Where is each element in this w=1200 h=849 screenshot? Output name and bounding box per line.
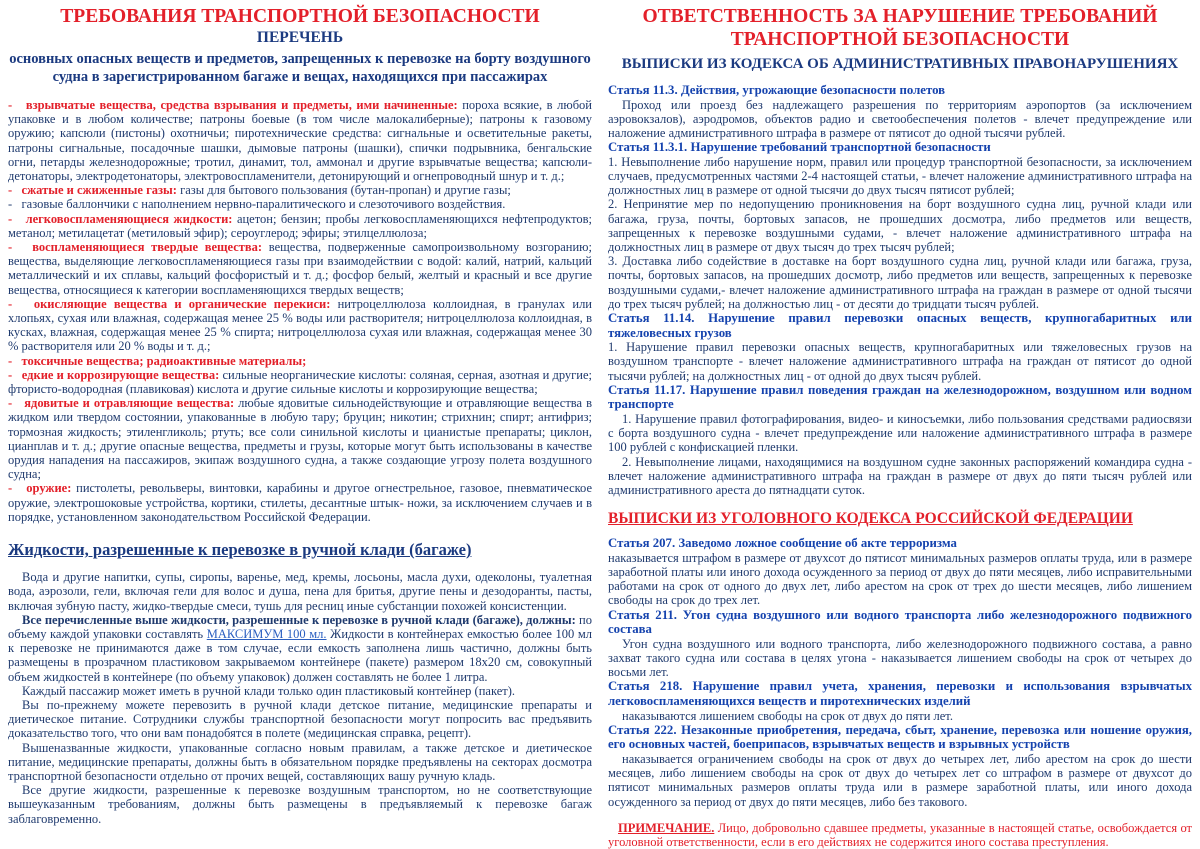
liquids-rule-rest: Жидкости в контейнерах емкостью более 100 мл к перевозке не принимаются даже в том случае, если емкость заполнена лишь частично, должны быть размещены в прозрачном пластиковом закрываемом контейнере (пакете) размером 18х20 см, совокупный объем жидкостей в контейнере (по объему упаковок) должен составлять не более 1 литра. [8, 626, 593, 684]
liquids-paragraph: Вышеназванные жидкости, упакованные согласно новым правилам, а также детское и диетическое питание, медицинские препараты, должны быть в обязательном порядке предъявлены на секторах досмотра транспортной безопасности отдельно от прочих вещей, составляющих вашу ручную кладь. [8, 740, 592, 783]
item-text: нитроцеллюлоза коллоидная, в гранулах или хлопьях, сухая или влажная, содержащая менее 25 % воды или растворителя; нитроцеллюлоза коллоидная, в кусках, влажная, содержащая менее 25 % спирта; нитроцеллюлоза сухая или влажная, содержащая менее 30 % растворителя или 20 % воды и т. д.; [8, 296, 592, 354]
item-lead: - оружие: [8, 481, 72, 496]
list-item [8, 197, 592, 211]
list-item [8, 481, 592, 524]
item-lead: - взрывчатые вещества, средства взрывания и предметы, ими начиненные: [8, 98, 458, 112]
note-text: Лицо, добровольно сдавшее предметы, указанные в настоящей статье, освобождается от уголовной ответственности, если в его действиях не содержится иного состава преступления. [608, 820, 1193, 849]
left-subtitle-perechen: ПЕРЕЧЕНЬ [256, 29, 344, 46]
item-text: пороха всякие, в любой упаковке и в любом количестве; патроны боевые (в том числе малокалиберные); патроны к газовому оружию; капсюли (пистоны) охотничьи; пиротехнические средства: сигнальные и осветительные ракеты, патроны сигнальные, посадочные шашки, дымовые патроны (шашки), спички подрывника, бенгальские огни, петарды железнодорожные; тротил, динамит, тол, аммонал и другие взрывчатые вещества; капсюли-детонаторы, электродетонаторы, электровоспламенители, детонирующий и огнепроводный шнур и т. д.; [8, 98, 592, 184]
right-column [608, 6, 1193, 849]
note-label: ПРИМЕЧАНИЕ. [618, 820, 715, 835]
right-title-line2: ТРАНСПОРТНОЙ БЕЗОПАСНОСТИ [730, 28, 1070, 50]
article-heading: Статья 11.17. Нарушение правил поведения граждан на железнодорожном, воздушном или водном транспорте [608, 382, 1192, 412]
item-lead: - легковоспламеняющиеся жидкости: [8, 211, 233, 226]
article-heading: Статья 207. Заведомо ложное сообщение об акте терроризма [608, 536, 957, 551]
article-paragraph: 2. Непринятие мер по недопущению проникновения на борт воздушного судна лиц, ручной клади или багажа, груза, почты, бортовых запасов, не прошедших досмотра, либо предметов или веществ, запрещенных к перевозке воздушными судами, - влечет наложение административного штрафа на должностных лиц в размере от двух тысяч до трех тысяч рублей; [608, 197, 1192, 255]
left-column [8, 6, 593, 826]
list-item [8, 240, 592, 297]
article-heading: Статья 218. Нарушение правил учета, хранения, перевозки и использования взрывчатых легковоспламеняющихся веществ и пиротехнических изделий [608, 679, 1192, 709]
list-item [8, 98, 592, 183]
right-title-line1: ОТВЕТСТВЕННОСТЬ ЗА НАРУШЕНИЕ ТРЕБОВАНИЙ [642, 6, 1158, 27]
article-paragraph: наказываются лишением свободы на срок от двух до пяти лет. [622, 708, 953, 723]
liquids-rule-mid: по объему каждой упаковки составлять [8, 612, 592, 641]
item-text: пистолеты, револьверы, винтовки, карабины и другое огнестрельное, газовое, пневматическое оружие, электрошоковые устройства, кортики, стилеты, десантные штык- ножи, за исключением случаев и в порядке, установленном законодательством Российской Федерации. [8, 481, 593, 524]
item-lead: - ядовитые и отравляющие вещества: [8, 396, 235, 411]
criminal-code-heading: ВЫПИСКИ ИЗ УГОЛОВНОГО КОДЕКСА РОССИЙСКОЙ ФЕДЕРАЦИИ [608, 510, 1133, 528]
criminal-articles [608, 536, 1192, 809]
liquids-paragraph: Вода и другие напитки, супы, сиропы, варенье, мед, кремы, лосьоны, масла духи, одеколоны, туалетная вода, аэрозоли, гели, включая гели для волос и душа, пена для бритья, другие пены и дезодоранты, пасты, включая зубную пасту, жидко-твердые смеси, тушь для ресниц иные субстанции похожей консистенции. [8, 570, 592, 613]
article-heading: Статья 11.3.1. Нарушение требований транспортной безопасности [608, 140, 991, 155]
liquids-paragraph: Все другие жидкости, разрешенные к перевозке воздушным транспортом, но не соответствующие вышеуказанным требованиям, должны быть размещены в предъявляемый к перевозке багаж заблаговременно. [8, 783, 592, 826]
article-paragraph: наказывается штрафом в размере от двухсот до пятисот минимальных размеров оплаты труда, или в размере заработной платы или иного дохода осужденного за период от двух до пяти месяцев, либо исправительными работами на срок от одного до двух лет, либо арестом на срок от трех до шести месяцев, либо лишением свободы на срок до трех лет. [608, 550, 1192, 608]
item-text: вещества, подверженные самопроизвольному возгоранию; вещества, выделяющие легковоспламеняющиеся газы при взаимодействии с водой: калий, натрий, кальций металлический и их сплавы, кальций фосфористый и т. д.; фосфор белый, желтый и красный и все другие вещества, относящиеся к категории воспламеняющихся твердых веществ; [8, 240, 592, 297]
item-lead: - едкие и коррозирующие вещества: [8, 367, 220, 382]
article-heading: Статья 222. Незаконные приобретения, передача, сбыт, хранение, перевозка или ношение оружия, его основных частей, боеприпасов, взрывчатых веществ и взрывных устройств [608, 722, 1192, 752]
article-heading: Статья 11.14. Нарушение правил перевозки опасных веществ, крупногабаритных или тяжеловесных грузов [608, 311, 1192, 340]
admin-articles [608, 83, 1192, 497]
item-lead: - воспламеняющиеся твердые вещества: [8, 240, 263, 255]
liquids-rule-bold: Все перечисленные выше жидкости, разрешенные к перевозке в ручной клади (багаже), должны: [22, 612, 576, 627]
liquids-section [8, 570, 592, 826]
list-item [8, 183, 592, 197]
list-item [8, 396, 592, 481]
item-text: ацетон; бензин; пробы легковоспламеняющихся нефтепродуктов; метанол; метилацетат (метиловый эфир); сероуглерод; эфиры; этилцеллюлоза; [8, 211, 592, 240]
item-lead: - окисляющие вещества и органические перекиси: [8, 296, 331, 311]
article-paragraph: 3. Доставка либо содействие в доставке на борт воздушного судна лиц, ручной клади или багажа, груза, почты, бортовых запасов, на прошедших досмотр, либо предметов или веществ, запрещенных к перевозке воздушными судами,- влечет наложение административного штрафа на граждан в размере от одной тысячи до трех тысяч рублей; на должностью лиц - от десяти до тридцати тысяч рублей. [608, 254, 1192, 311]
liquids-paragraph: Каждый пассажир может иметь в ручной клади только один пластиковый контейнер (пакет). [22, 683, 516, 698]
list-item [8, 297, 592, 354]
left-subtitle-description: основных опасных веществ и предметов, запрещенных к перевозке на борту воздушного судна в зарегистрированном багаже и вещах, находящихся при пассажирах [9, 51, 591, 85]
note-paragraph [608, 821, 1192, 849]
liquids-paragraph: Вы по-прежнему можете перевозить в ручной клади детское питание, медицинские препараты и диетическое питание. Сотрудники службы транспортной безопасности могут попросить вас предъявить доказательство того, что они вам понадобятся в полете (медицинская справка, рецепт). [8, 697, 592, 741]
article-paragraph: 1. Нарушение правил фотографирования, видео- и киносъемки, либо пользования средствами радиосвязи с борта воздушного судна - влечет предупреждение или наложение административного штрафа в размере 100 рублей с конфискацией пленки. [608, 412, 1192, 455]
list-item [8, 368, 592, 396]
item-text: - газовые баллончики с наполнением нервно-паралитического и слезоточивого воздействия. [8, 197, 506, 212]
liquids-paragraph-rules [8, 613, 592, 684]
left-title: ТРЕБОВАНИЯ ТРАНСПОРТНОЙ БЕЗОПАСНОСТИ [60, 6, 540, 27]
article-paragraph: наказывается ограничением свободы на срок от двух до четырех лет, либо арестом на срок до шести месяцев, либо лишением свободы на срок от двух до четырех лет со штрафом в размере от двухсот до пятисот минимальных размеров оплаты труда или в размере заработной платы, или иного дохода осужденного за период от двух до пяти месяцев, либо без такового. [608, 752, 1192, 809]
item-lead: - сжатые и сжиженные газы: [8, 183, 177, 198]
item-text: любые ядовитые сильнодействующие и отравляющие вещества в жидком или твердом состоянии, упакованные в любую тару; бруцин; никотин; стрихнин; спирт; антифриз; тормозная жидкость; этиленгликоль; ртуть; все соли синильной кислоты и цианистые препараты; циклон, цианплав и т. д.; другие опасные вещества, предметы и грузы, которые могут быть использованы в качестве орудия нападения на пассажиров, экипаж воздушного судна, а также создающие угрозу полета воздушного судна; [8, 396, 592, 482]
article-paragraph: Проход или проезд без надлежащего разрешения по территориям аэропортов (за исключением аэровокзалов), аэродромов, объектов радио и светообеспечения полетов - влечет предупреждение или наложение административного штрафа в размере от пятисот до одной тысячи рублей. [608, 97, 1192, 140]
item-text: газы для бытового пользования (бутан-пропан) и другие газы; [180, 183, 511, 198]
article-paragraph: 1. Невыполнение либо нарушение норм, правил или процедур транспортной безопасности, за исключением случаев, предусмотренных частями 2-4 настоящей статьи, - влечет наложение административного штрафа на должностных лиц в размере от одной тысячи до двух тысяч пятисот рублей; [608, 154, 1192, 198]
liquids-max-link: МАКСИМУМ 100 мл. [206, 626, 327, 641]
article-paragraph: 2. Невыполнение лицами, находящимися на воздушном судне законных распоряжений командира судна - влечет наложение административного штрафа на граждан в размере от двух до пяти тысяч рублей или административного ареста до пятнадцати суток. [608, 454, 1192, 498]
article-paragraph: 1. Нарушение правил перевозки опасных веществ, крупногабаритных или тяжеловесных грузов на воздушном транспорте - влечет наложение административного штрафа на граждан от пятисот до одной тысячи рублей; на должностных лиц - от одной до двух тысяч рублей. [608, 340, 1192, 383]
prohibited-items-list [8, 98, 592, 524]
list-item [8, 354, 592, 368]
list-item [8, 212, 592, 240]
admin-code-heading: ВЫПИСКИ ИЗ КОДЕКСА ОБ АДМИНИСТРАТИВНЫХ ПРАВОНАРУШЕНИЯХ [621, 56, 1179, 72]
item-text: сильные неорганические кислоты: соляная, серная, азотная и другие; фтористо-водородная (плавиковая) кислота и другие сильные кислоты и коррозирующие вещества; [8, 367, 592, 397]
article-heading: Статья 11.3. Действия, угрожающие безопасности полетов [608, 83, 946, 97]
article-heading: Статья 211. Угон судна воздушного или водного транспорта либо железнодорожного подвижного состава [608, 607, 1192, 637]
liquids-heading: Жидкости, разрешенные к перевозке в ручной клади (багаже) [8, 540, 472, 560]
item-lead: - токсичные вещества; радиоактивные материалы; [8, 353, 307, 368]
article-paragraph: Угон судна воздушного или водного транспорта, либо железнодорожного подвижного состава, а равно захват такого судна или состава в целях угона - наказывается лишением свободы на срок от четырех до восьми лет. [608, 636, 1192, 680]
